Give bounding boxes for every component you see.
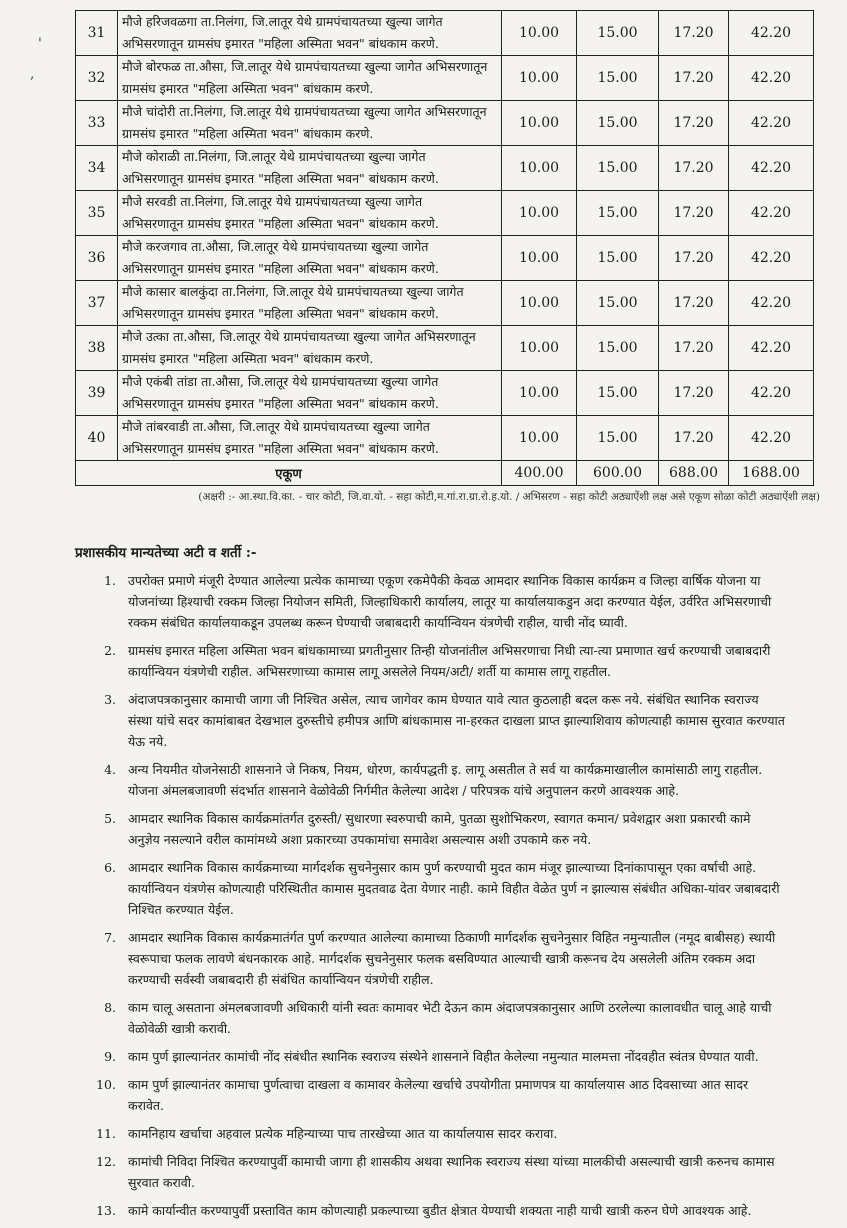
amount-cell: 10.00: [502, 236, 577, 281]
work-description-line: ग्रामसंघ इमारत "महिला अस्मिता भवन" बांधकाम करणे.: [122, 81, 374, 96]
condition-line: उपरोक्त प्रमाणे मंजूरी देण्यात आलेल्या प्रत्येक कामाच्या एकूण रकमेपैकी केवळ आमदार स्थानिक विकास कार्यक्रम व जिल्हा वार्षिक योजना या: [128, 573, 761, 588]
amount-cell: 17.20: [659, 371, 729, 416]
serial-number-cell: 34: [76, 146, 118, 191]
total-amount-cell: 688.00: [659, 461, 729, 486]
work-description-line: मौजे हरिजवळगा ता.निलंगा, जि.लातूर येथे ग्रामपंचायतच्या खुल्या जागेत: [122, 14, 443, 29]
condition-line: संस्था यांचे सदर कामांबाबत देखभाल दुरुस्तीचे हमीपत्र आणि बांधकामास ना-हरकत दाखला प्राप्त झाल्याशिवाय कोणत्याही कामास सुरवात करण्यात: [128, 713, 785, 728]
total-amount-cell: 1688.00: [729, 461, 814, 486]
condition-text: [128, 857, 810, 920]
condition-item: [80, 857, 810, 920]
condition-text: [128, 997, 810, 1039]
amount-cell: 17.20: [659, 101, 729, 146]
amount-in-words-note: (अक्षरी :- आ.स्था.वि.का. - चार कोटी, जि.वा.यो. - सहा कोटी,म.गां.रा.ग्रा.रो.ह.यो. / अभिसरण - सहा कोटी अठ्याऐंशी लक्ष असे एकूण सोळा कोटी अठ्याऐंशी लक्ष): [198, 491, 820, 503]
condition-text: [128, 759, 810, 801]
table-row: [76, 416, 814, 461]
work-description-cell: [118, 371, 502, 416]
condition-text: [128, 808, 810, 850]
condition-number: 9.: [104, 1049, 116, 1064]
amount-cell: 42.20: [729, 236, 814, 281]
condition-line: योजना अंमलबजावणी संदर्भात शासनाने वेळोवेळी निर्गमीत केलेल्या आदेश / परिपत्रक यांचे अनुपालन करणे आवश्यक आहे.: [128, 783, 680, 798]
condition-number: 1.: [104, 573, 116, 588]
table-row: [76, 56, 814, 101]
condition-item: [80, 1123, 810, 1144]
condition-item: [80, 1151, 810, 1193]
condition-line: आमदार स्थानिक विकास कार्यक्रमातंर्गत पुर्ण करण्यात आलेल्या कामाच्या ठिकाणी मार्गदर्शक सुचनेनुसार विहित नमुन्यातील (नमूद बाबीसह) स्थायी: [128, 930, 776, 945]
work-description-line: अभिसरणातून ग्रामसंघ इमारत "महिला अस्मिता भवन" बांधकाम करणे.: [122, 171, 439, 186]
amount-cell: 15.00: [577, 191, 659, 236]
condition-item: [80, 689, 810, 752]
work-description-cell: [118, 56, 502, 101]
amount-cell: 42.20: [729, 101, 814, 146]
amount-cell: 10.00: [502, 371, 577, 416]
condition-line: काम चालू असताना अंमलबजावणी अधिकारी यांनी स्वतः कामावर भेटी देऊन काम अंदाजपत्रकानुसार आणि ठरलेल्या कालावधीत चालू आहे याची: [128, 1000, 772, 1015]
works-table: [75, 10, 814, 486]
condition-number: 3.: [104, 692, 116, 707]
condition-line: योजनांच्या हिश्याची रक्कम जिल्हा नियोजन समिती, जिल्हाधिकारी कार्यालय, लातूर या कार्यालयाकडुन अदा करण्यात येईल, उर्वरित अभिसरणाची: [128, 594, 772, 609]
work-description-cell: [118, 191, 502, 236]
amount-cell: 10.00: [502, 326, 577, 371]
condition-number: 10.: [96, 1077, 116, 1092]
amount-cell: 17.20: [659, 326, 729, 371]
work-description-line: ग्रामसंघ इमारत "महिला अस्मिता भवन" बांधकाम करणे.: [122, 351, 374, 366]
work-description-line: अभिसरणातून ग्रामसंघ इमारत "महिला अस्मिता भवन" बांधकाम करणे.: [122, 441, 439, 456]
work-description-line: मौजे कासार बालकुंदा ता.निलंगा, जि.लातूर येथे ग्रामपंचायतच्या खुल्या जागेत: [122, 284, 464, 299]
amount-cell: 15.00: [577, 146, 659, 191]
condition-line: कार्यान्वियन यंत्रणेस कोणत्याही परिस्थितीत कामास मुदतवाढ देता येणार नाही. कामे विहीत वेळेत पुर्ण न झाल्यास संबंधीत अधिका-यांवर जबाबदारी: [128, 881, 780, 896]
amount-cell: 17.20: [659, 146, 729, 191]
condition-number: 8.: [104, 1000, 116, 1015]
work-description-line: मौजे सरवडी ता.निलंगा, जि.लातूर येथे ग्रामपंचायतच्या खुल्या जागेत: [122, 194, 423, 209]
serial-number-cell: 40: [76, 416, 118, 461]
serial-number-cell: 33: [76, 101, 118, 146]
work-description-line: मौजे एकंबी तांडा ता.औसा, जि.लातूर येथे ग्रामपंचायतच्या खुल्या जागेत: [122, 374, 439, 389]
amount-cell: 10.00: [502, 56, 577, 101]
condition-line: स्वरूपाचा फलक लावणे बंधनकारक आहे. मार्गदर्शक सुचनेनुसार फलक बसविण्यात आल्याची खात्री करूनच देय असलेली अंतिम रक्कम अदा: [128, 951, 756, 966]
margin-tick-mark: ': [38, 36, 42, 52]
table-row: [76, 281, 814, 326]
condition-line: कामनिहाय खर्चाचा अहवाल प्रत्येक महिन्याच्या पाच तारखेच्या आत या कार्यालयास सादर करावा.: [128, 1126, 558, 1141]
condition-number: 12.: [96, 1154, 116, 1169]
condition-text: [128, 570, 810, 633]
condition-number: 11.: [96, 1126, 116, 1141]
condition-line: येऊ नये.: [128, 734, 168, 749]
condition-line: कार्यान्वियन यंत्रणेची राहील. अभिसरणाच्या कामास लागू असलेले नियम/अटी/ शर्ती या कामास लागू राहतील.: [128, 664, 612, 679]
amount-cell: 42.20: [729, 146, 814, 191]
work-description-line: अभिसरणातून ग्रामसंघ इमारत "महिला अस्मिता भवन" बांधकाम करणे.: [122, 396, 439, 411]
condition-item: [80, 997, 810, 1039]
total-amount-cell: 600.00: [577, 461, 659, 486]
condition-text: [128, 1046, 810, 1067]
table-row: [76, 326, 814, 371]
condition-line: करण्याची सर्वस्वी जबाबदारी ही संबंधित कार्यान्वियन यंत्रणेची राहील.: [128, 972, 434, 987]
work-description-line: मौजे करजगाव ता.औसा, जि.लातूर येथे ग्रामपंचायतच्या खुल्या जागेत: [122, 239, 429, 254]
amount-cell: 42.20: [729, 371, 814, 416]
amount-cell: 17.20: [659, 11, 729, 56]
serial-number-cell: 31: [76, 11, 118, 56]
amount-cell: 42.20: [729, 416, 814, 461]
work-description-line: अभिसरणातून ग्रामसंघ इमारत "महिला अस्मिता भवन" बांधकाम करणे.: [122, 216, 439, 231]
total-row: [76, 461, 814, 486]
serial-number-cell: 38: [76, 326, 118, 371]
amount-cell: 15.00: [577, 11, 659, 56]
condition-line: वेळोवेळी खात्री करावी.: [128, 1021, 232, 1036]
condition-item: [80, 640, 810, 682]
condition-text: [128, 640, 810, 682]
work-description-line: मौजे कोराळी ता.निलंगा, जि.लातूर येथे ग्रामपंचायतच्या खुल्या जागेत: [122, 149, 426, 164]
condition-line: अंदाजपत्रकानुसार कामाची जागा जी निश्चित असेल, त्याच जागेवर काम घेण्यात यावे त्यात कुठलाही बदल करू नये. संबंधित स्थानिक स्वराज्य: [128, 692, 759, 707]
condition-item: [80, 1200, 810, 1221]
work-description-line: मौजे तांबरवाडी ता.औसा, जि.लातूर येथे ग्रामपंचायतच्या खुल्या जागेत: [122, 419, 430, 434]
serial-number-cell: 35: [76, 191, 118, 236]
amount-cell: 17.20: [659, 281, 729, 326]
amount-cell: 10.00: [502, 101, 577, 146]
condition-line: अनुज्ञेय नसल्याने वरील कामांमध्ये अशा प्रकारच्या उपकामांचा समावेश असल्यास अशी उपकामे करु नये.: [128, 832, 592, 847]
amount-cell: 17.20: [659, 191, 729, 236]
serial-number-cell: 37: [76, 281, 118, 326]
condition-line: कामांची निविदा निश्चित करण्यापुर्वी कामाची जागा ही शासकीय अथवा स्थानिक स्वराज्य संस्था यांच्या मालकीची असल्याची खात्री करुनच कामास: [128, 1154, 775, 1169]
condition-number: 5.: [104, 811, 116, 826]
serial-number-cell: 36: [76, 236, 118, 281]
work-description-cell: [118, 416, 502, 461]
amount-cell: 15.00: [577, 101, 659, 146]
amount-cell: 15.00: [577, 326, 659, 371]
condition-number: 6.: [104, 860, 116, 875]
serial-number-cell: 39: [76, 371, 118, 416]
condition-item: [80, 927, 810, 990]
amount-cell: 17.20: [659, 416, 729, 461]
work-description-line: अभिसरणातून ग्रामसंघ इमारत "महिला अस्मिता भवन" बांधकाम करणे.: [122, 306, 439, 321]
condition-text: [128, 927, 810, 990]
amount-cell: 15.00: [577, 371, 659, 416]
amount-cell: 10.00: [502, 281, 577, 326]
condition-item: [80, 1046, 810, 1067]
amount-cell: 17.20: [659, 56, 729, 101]
condition-text: [128, 1123, 810, 1144]
condition-line: कामे कार्यान्वीत करण्यापुर्वी प्रस्तावित काम कोणत्याही प्रकल्पाच्या बुडीत क्षेत्रात येण्याची शक्यता नाही याची खात्री करुन घेणे आवश्यक आहे.: [128, 1203, 752, 1218]
condition-line: काम पुर्ण झाल्यानंतर कामांची नोंद संबंधीत स्थानिक स्वराज्य संस्थेने शासनाने विहीत केलेल्या नमुन्यात मालमत्ता नोंदवहीत स्वंतत्र घेण्यात यावी.: [128, 1049, 759, 1064]
condition-line: आमदार स्थानिक विकास कार्यक्रमाच्या मार्गदर्शक सुचनेनुसार काम पुर्ण करण्याची मुदत काम मंजूर झाल्याच्या दिनांकापासून एका वर्षाची आहे.: [128, 860, 757, 875]
work-description-cell: [118, 326, 502, 371]
amount-cell: 15.00: [577, 281, 659, 326]
condition-item: [80, 570, 810, 633]
work-description-cell: [118, 281, 502, 326]
condition-number: 4.: [104, 762, 116, 777]
condition-line: करावेत.: [128, 1098, 164, 1113]
table-row: [76, 101, 814, 146]
work-description-line: मौजे चांदोरी ता.निलंगा, जि.लातूर येथे ग्रामपंचायतच्या खुल्या जागेत अभिसरणातून: [122, 104, 487, 119]
work-description-line: मौजे उत्का ता.औसा, जि.लातूर येथे ग्रामपंचायतच्या खुल्या जागेत अभिसरणातून: [122, 329, 476, 344]
amount-cell: 17.20: [659, 236, 729, 281]
condition-text: [128, 1151, 810, 1193]
work-description-cell: [118, 236, 502, 281]
works-table-body: [76, 11, 814, 486]
amount-cell: 10.00: [502, 416, 577, 461]
amount-cell: 10.00: [502, 191, 577, 236]
condition-text: [128, 689, 810, 752]
table-row: [76, 191, 814, 236]
work-description-line: मौजे बोरफळ ता.औसा, जि.लातूर येथे ग्रामपंचायतच्या खुल्या जागेत अभिसरणातून: [122, 59, 488, 74]
amount-cell: 42.20: [729, 11, 814, 56]
amount-cell: 10.00: [502, 146, 577, 191]
condition-line: आमदार स्थानिक विकास कार्यक्रमांतर्गत दुरुस्ती/ सुधारणा स्वरुपाची कामे, पुतळा सुशोभिकरण, स्वागत कमान/ प्रवेशद्वार अशा प्रकारची कामे: [128, 811, 751, 826]
work-description-cell: [118, 11, 502, 56]
total-label: एकूण: [76, 461, 502, 486]
amount-cell: 15.00: [577, 416, 659, 461]
work-description-line: अभिसरणातून ग्रामसंघ इमारत "महिला अस्मिता भवन" बांधकाम करणे.: [122, 261, 439, 276]
amount-cell: 10.00: [502, 11, 577, 56]
work-description-cell: [118, 101, 502, 146]
total-amount-cell: 400.00: [502, 461, 577, 486]
condition-line: काम पुर्ण झाल्यानंतर कामाचा पुर्णत्वाचा दाखला व कामावर केलेल्या खर्चाचे उपयोगीता प्रमाणपत्र या कार्यालयास आठ दिवसाच्या आत सादर: [128, 1077, 749, 1092]
condition-line: निश्चित करण्यात येईल.: [128, 902, 234, 917]
condition-number: 2.: [104, 643, 116, 658]
condition-line: सुरवात करावी.: [128, 1175, 195, 1190]
amount-cell: 15.00: [577, 236, 659, 281]
serial-number-cell: 32: [76, 56, 118, 101]
condition-line: ग्रामसंघ इमारत महिला अस्मिता भवन बांधकामाच्या प्रगतीनुसार तिन्ही योजनांतील अभिसरणाचा निधी त्या-त्या प्रमाणात खर्च करण्याची जबाबदारी: [128, 643, 771, 658]
conditions-heading: प्रशासकीय मान्यतेच्या अटी व शर्ती :-: [75, 545, 257, 561]
table-row: [76, 11, 814, 56]
condition-item: [80, 759, 810, 801]
condition-line: रक्कम संबंधित कार्यालयाकडून उपलब्ध करून घेण्याची जबाबदारी कार्यान्वियन यंत्रणेची राहील, याची नोंद घ्यावी.: [128, 615, 628, 630]
condition-text: [128, 1074, 810, 1116]
condition-line: अन्य नियमीत योजनेसाठी शासनाने जे निकष, नियम, धोरण, कार्यपद्धती इ. लागू असतील ते सर्व या कार्यक्रमाखालील कामांसाठी लागु राहतील.: [128, 762, 763, 777]
margin-tick-mark: ,: [30, 66, 35, 82]
condition-number: 13.: [96, 1203, 116, 1218]
work-description-line: ग्रामसंघ इमारत "महिला अस्मिता भवन" बांधकाम करणे.: [122, 126, 374, 141]
amount-cell: 15.00: [577, 56, 659, 101]
condition-item: [80, 808, 810, 850]
table-row: [76, 236, 814, 281]
work-description-line: अभिसरणातून ग्रामसंघ इमारत "महिला अस्मिता भवन" बांधकाम करणे.: [122, 36, 439, 51]
table-row: [76, 146, 814, 191]
conditions-list: [80, 570, 810, 1228]
table-row: [76, 371, 814, 416]
amount-cell: 42.20: [729, 56, 814, 101]
condition-number: 7.: [104, 930, 116, 945]
amount-cell: 42.20: [729, 326, 814, 371]
amount-cell: 42.20: [729, 281, 814, 326]
amount-cell: 42.20: [729, 191, 814, 236]
condition-item: [80, 1074, 810, 1116]
work-description-cell: [118, 146, 502, 191]
condition-text: [128, 1200, 810, 1221]
